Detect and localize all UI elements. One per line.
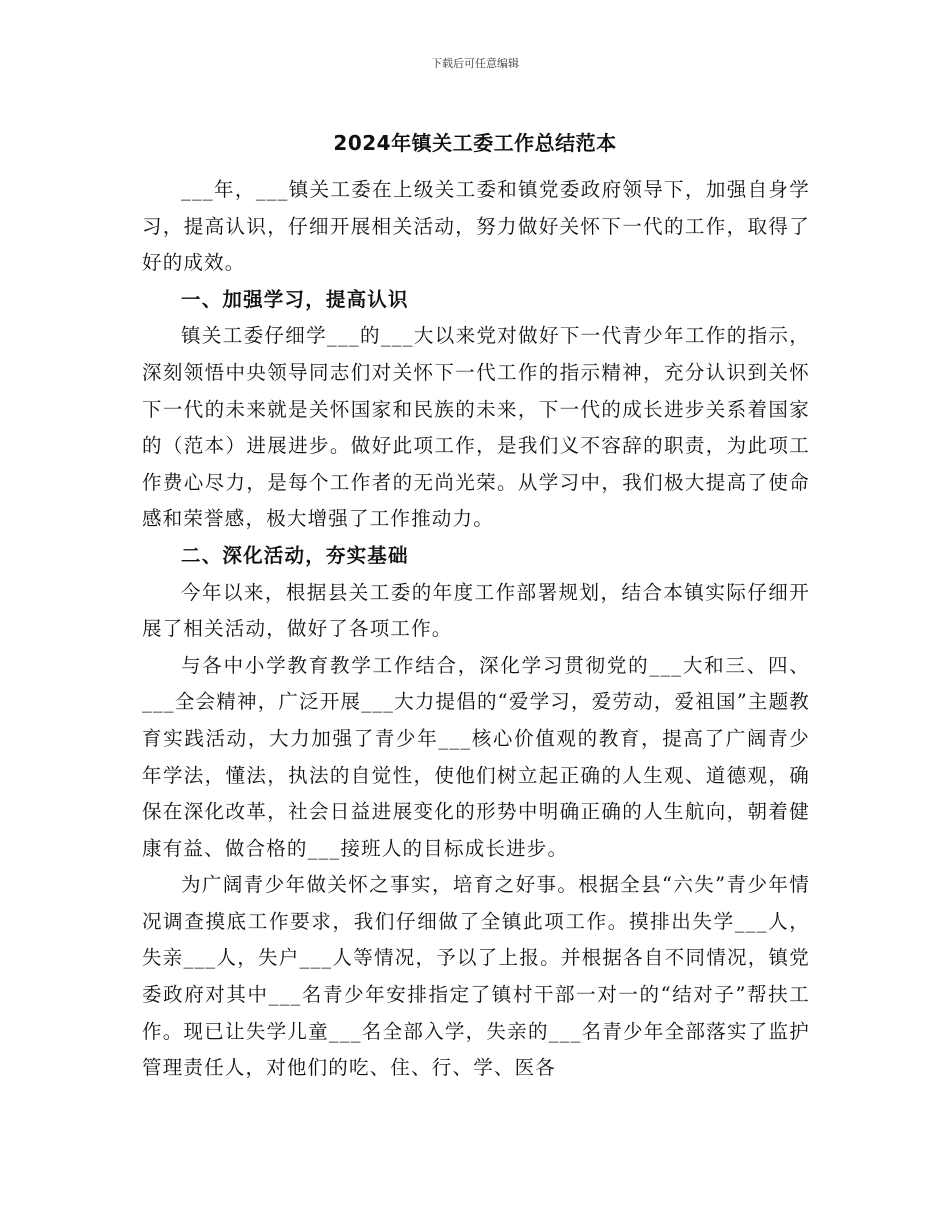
intro-paragraph: ___年，___镇关工委在上级关工委和镇党委政府领导下，加强自身学习，提高认识，仔细开展相关活动，努力做好关怀下一代的工作，取得了好的成效。 [142,178,810,275]
section-2-paragraph-1: 今年以来，根据县关工委的年度工作部署规划，结合本镇实际仔细开展了相关活动，做好了各项工作。 [142,580,810,641]
section-1-heading: 一、加强学习，提高认识 [181,287,409,311]
section-1-paragraph-1: 镇关工委仔细学___的___大以来党对做好下一代青少年工作的指示，深刻领悟中央领导同志们对关怀下一代工作的指示精神，充分认识到关怀下一代的未来就是关怀国家和民族的未来，下一代的成长进步关系着国家的（范本）进展进步。做好此项工作，是我们义不容辞的职责，为此项工作费心尽力，是每个工作者的无尚光荣。从学习中，我们极大提高了使命感和荣誉感，极大增强了工作推动力。 [142,324,810,531]
section-2-paragraph-2: 与各中小学教育教学工作结合，深化学习贯彻党的___大和三、四、___全会精神，广泛开展___大力提倡的“爱学习，爱劳动，爱祖国”主题教育实践活动，大力加强了青少年___核心价值观的教育，提高了广阔青少年学法，懂法，执法的自觉性，使他们树立起正确的人生观、道德观，确保在深化改革，社会日益进展变化的形势中明确正确的人生航向，朝着健康有益、做合格的___接班人的目标成长进步。 [142,653,810,860]
section-2-paragraph-3: 为广阔青少年做关怀之事实，培育之好事。根据全县“六失”青少年情况调查摸底工作要求，我们仔细做了全镇此项工作。摸排出失学___人，失亲___人，失户___人等情况，予以了上报。并根据各自不同情况，镇党委政府对其中___名青少年安排指定了镇村干部一对一的“结对子”帮扶工作。现已让失学儿童___名全部入学，失亲的___名青少年全部落实了监护管理责任人，对他们的吃、住、行、学、医各 [142,873,810,1080]
section-2-heading: 二、深化活动，夯实基础 [181,543,409,567]
document-body [142,172,810,1087]
page-header-note: 下载后可任意编辑 [431,57,519,70]
document-title: 2024年镇关工委工作总结范本 [333,131,617,155]
